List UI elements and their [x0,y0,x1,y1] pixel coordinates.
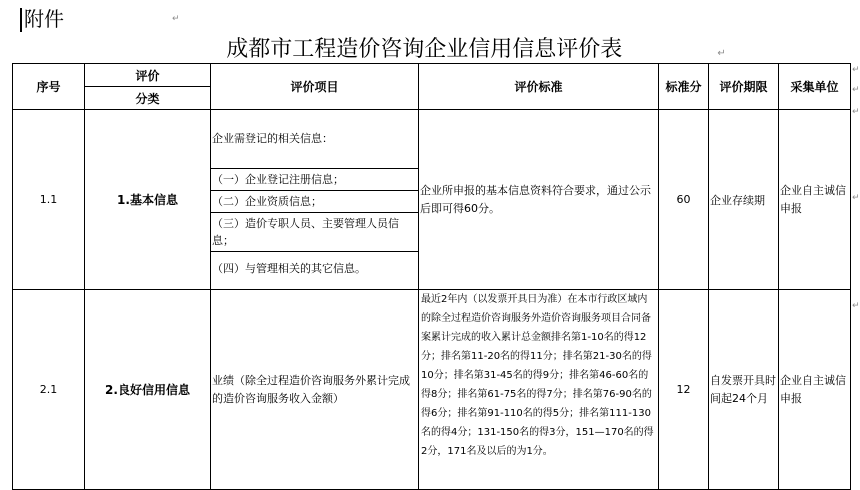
header-standard: 评价标准 [419,64,659,110]
row-period: 企业存续期 [709,110,779,290]
header-seq: 序号 [13,64,85,110]
header-category-bottom: 分类 [85,87,211,110]
row-standard: 最近2年内（以发票开具日为准）在本市行政区域内的除全过程造价咨询服务外造价咨询服务项目合同备案累计完成的收入累计总金额排名第1-10名的得12分；排名第11-20名的得11分；排名第21-30名的得10分；排名第31-45名的得9分；排名第46-60名的得8分；排名第61-75名的得7分；排名第76-90名的得6分；排名第91-110名的得5分；排名第111-130名的得4分；131-150名的得3分，151—170名的得2分，171名及以后的为1分。 [419,290,659,490]
table-header-row [13,64,851,87]
row-seq: 2.1 [13,290,85,490]
paragraph-mark-icon: ↵ [852,193,860,203]
attachment-label: 附件 [24,7,64,31]
paragraph-mark-icon: ↵ [717,48,726,59]
row-category: 2.良好信用信息 [85,290,211,490]
header-score: 标准分 [659,64,709,110]
row-source: 企业自主诚信申报 [779,290,851,490]
row-item: 业绩（除全过程造价咨询服务外累计完成的造价咨询服务收入金额） [211,290,419,490]
table-row [13,290,851,490]
row-item [211,110,419,290]
header-period: 评价期限 [709,64,779,110]
paragraph-mark-icon: ↵ [172,14,180,24]
header-source: 采集单位 [779,64,851,110]
text-cursor [20,8,22,32]
paragraph-mark-icon: ↵ [852,85,860,95]
item-line: （一）企业登记注册信息； [211,169,418,191]
paragraph-mark-icon: ↵ [852,65,860,75]
row-score: 60 [659,110,709,290]
paragraph-mark-icon: ↵ [852,301,860,311]
header-category-top: 评价 [85,64,211,87]
table-row [13,110,851,290]
header-item: 评价项目 [211,64,419,110]
item-intro: 企业需登记的相关信息： [211,110,418,169]
row-standard: 企业所申报的基本信息资料符合要求，通过公示后即可得60分。 [419,110,659,290]
row-category: 1.基本信息 [85,110,211,290]
item-line: （二）企业资质信息； [211,191,418,213]
paragraph-mark-icon: ↵ [852,107,860,117]
evaluation-table [12,63,851,490]
row-source: 企业自主诚信申报 [779,110,851,290]
item-line: （三）造价专职人员、主要管理人员信息； [211,213,418,252]
row-score: 12 [659,290,709,490]
row-seq: 1.1 [13,110,85,290]
item-line: （四）与管理相关的其它信息。 [212,262,366,275]
page-title: 成都市工程造价咨询企业信用信息评价表 [226,37,623,62]
row-period: 自发票开具时间起24个月 [709,290,779,490]
